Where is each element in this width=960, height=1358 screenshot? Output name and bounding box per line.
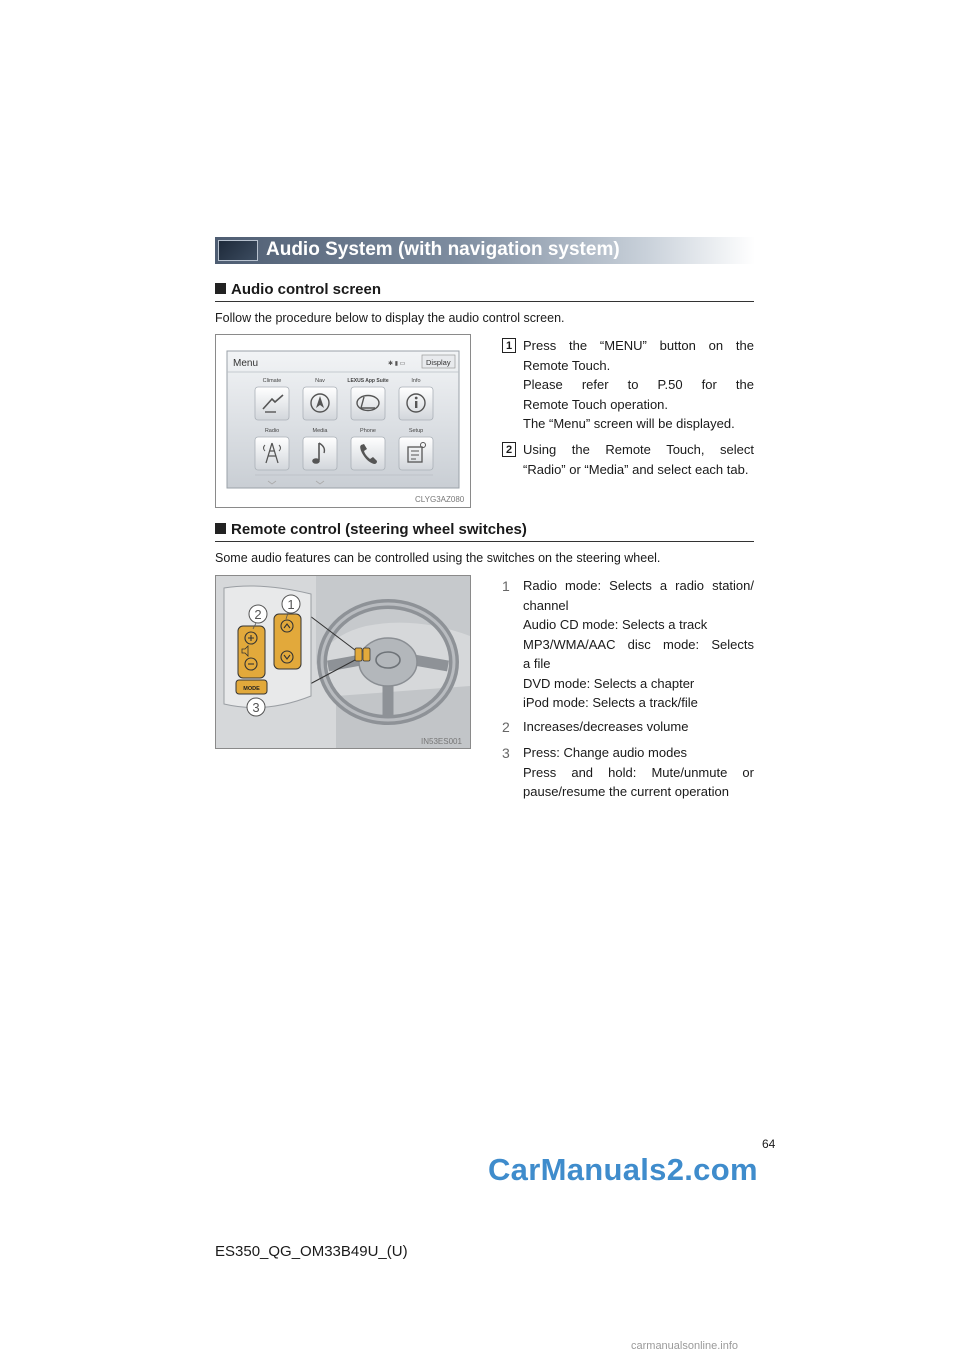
figure-code: IN53ES001	[421, 737, 462, 746]
audio-control-heading	[215, 281, 754, 302]
section-title-bar	[215, 237, 755, 264]
callout-3	[247, 698, 265, 716]
step-2-text	[523, 440, 754, 479]
footer-code: ES350_QG_OM33B49U_(U)	[215, 1243, 408, 1260]
step-2-badge: 2	[502, 442, 516, 457]
text-line: a file	[523, 656, 551, 671]
item-1-number: 1	[502, 578, 510, 594]
svg-text:1: 1	[287, 597, 295, 612]
text-line: iPod mode: Selects a track/file	[523, 695, 698, 710]
text-line: Remote Touch operation.	[523, 396, 669, 412]
tile-label: Setup	[408, 428, 424, 434]
audio-control-heading-text: Audio control screen	[231, 281, 382, 298]
item-2-text	[523, 717, 754, 737]
page-number: 64	[762, 1137, 776, 1151]
title-chip-graphic	[218, 240, 258, 261]
text-line: Increases/decreases volume	[523, 719, 689, 734]
square-bullet-icon	[215, 283, 226, 294]
svg-text:2: 2	[254, 607, 262, 622]
menu-screen-illustration	[216, 335, 470, 507]
item-2-number: 2	[502, 719, 510, 735]
text-line: channel	[523, 597, 569, 613]
text-line: Audio CD mode: Selects a track	[523, 617, 708, 632]
tile-label: Climate	[262, 378, 282, 384]
tile-label: Phone	[360, 428, 376, 434]
display-button-label: Display	[426, 358, 451, 367]
square-bullet-icon	[215, 523, 226, 534]
tile-label: Info	[411, 378, 421, 384]
svg-text:3: 3	[252, 700, 260, 715]
step-1-text	[523, 336, 754, 434]
text-line: Remote Touch.	[523, 357, 611, 373]
item-3-number: 3	[502, 745, 510, 761]
tile-label: Radio	[264, 428, 280, 434]
step-1-badge: 1	[502, 338, 516, 353]
source-mark: carmanualsonline.info	[631, 1340, 739, 1352]
tile-label: LEXUS App Suite	[347, 378, 389, 384]
status-icons: ✱ ▮ ▭	[388, 361, 406, 367]
text-line: Press: Change audio modes	[523, 745, 688, 760]
tile-label: Nav	[315, 378, 325, 384]
text-line: The “Menu” screen will be displayed.	[523, 416, 735, 431]
mode-button-label: MODE	[243, 686, 260, 692]
seek-switch[interactable]	[274, 614, 301, 669]
menu-screen-figure	[215, 334, 471, 508]
text-line: Press and hold: Mute/unmute or	[523, 764, 754, 780]
item-3-text	[523, 743, 754, 802]
text-line: Using the Remote Touch, select	[523, 442, 754, 457]
figure-code: CLYG3AZ080	[415, 495, 465, 504]
item-1-text	[523, 576, 754, 713]
text-line: pause/resume the current operation	[523, 784, 729, 799]
watermark: CarManuals2.com	[488, 1152, 758, 1187]
section-title: Audio System (with navigation system)	[266, 239, 620, 260]
text-line: “Radio” or “Media” and select each tab.	[523, 461, 749, 477]
audio-control-intro: Follow the procedure below to display the audio control screen.	[215, 311, 565, 325]
text-line: Please refer to P.50 for the	[523, 377, 754, 392]
steering-switch-illustration	[216, 576, 470, 748]
menu-screen-title: Menu	[233, 358, 259, 369]
wheel-switch-highlight	[355, 648, 362, 661]
remote-control-heading-text: Remote control (steering wheel switches)	[231, 521, 527, 538]
text-line: DVD mode: Selects a chapter	[523, 675, 695, 691]
text-line: Press the “MENU” button on the	[523, 338, 754, 353]
remote-control-intro: Some audio features can be controlled using the switches on the steering wheel.	[215, 551, 661, 565]
remote-control-heading	[215, 521, 754, 542]
steering-switch-figure	[215, 575, 471, 749]
text-line: MP3/WMA/AAC disc mode: Selects	[523, 636, 754, 652]
tile-label: Media	[312, 428, 328, 434]
text-line: Radio mode: Selects a radio station/	[523, 578, 754, 593]
